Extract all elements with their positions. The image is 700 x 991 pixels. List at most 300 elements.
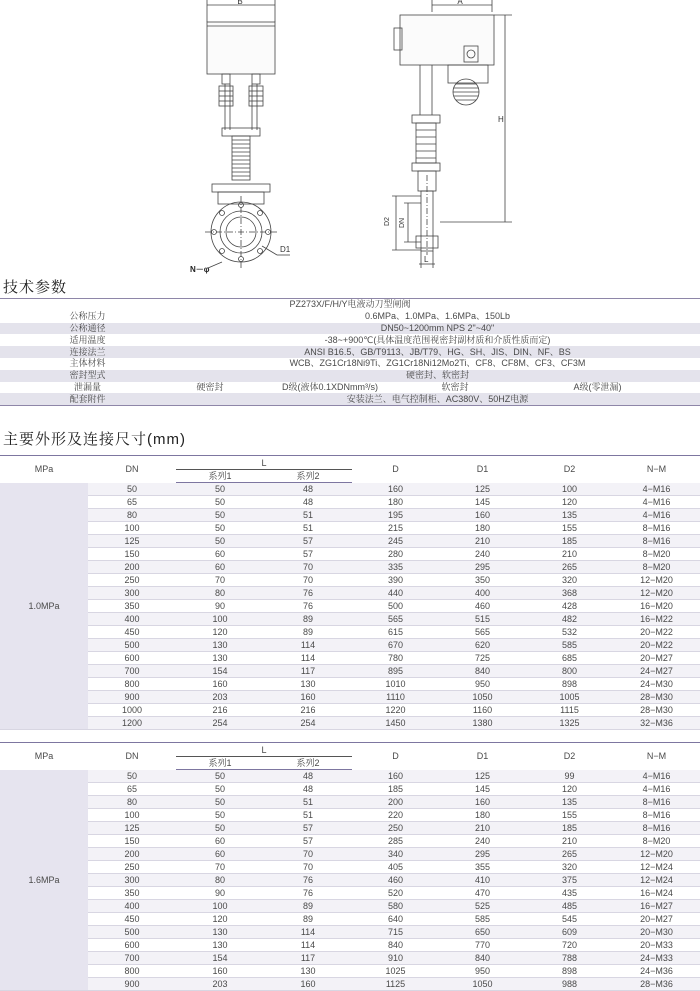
- table-row: [0, 887, 700, 900]
- nm-cell: 32−M36: [613, 717, 700, 730]
- d-cell: 780: [352, 652, 439, 665]
- col-header-dn: DN: [88, 743, 176, 770]
- l-series2-cell: 57: [264, 822, 352, 835]
- spec-label: 公称通径: [0, 323, 175, 335]
- l-series2-cell: 114: [264, 639, 352, 652]
- nm-cell: 20−M22: [613, 639, 700, 652]
- spec-row: [0, 346, 700, 358]
- spec-value: 硬密封: [175, 382, 245, 394]
- nm-cell: 4−M16: [613, 509, 700, 522]
- dim-label-h: H: [498, 115, 504, 124]
- d2-cell: 265: [526, 561, 613, 574]
- d2-cell: 585: [526, 639, 613, 652]
- l-series2-cell: 76: [264, 600, 352, 613]
- l-series1-cell: 90: [176, 887, 264, 900]
- nm-cell: 12−M20: [613, 587, 700, 600]
- d-cell: 340: [352, 848, 439, 861]
- table-row: [0, 809, 700, 822]
- d1-cell: 240: [439, 548, 526, 561]
- nm-cell: 4−M16: [613, 483, 700, 496]
- d-cell: 160: [352, 770, 439, 783]
- d-cell: 1220: [352, 704, 439, 717]
- l-series1-cell: 50: [176, 496, 264, 509]
- dn-cell: 125: [88, 535, 176, 548]
- d-cell: 565: [352, 613, 439, 626]
- d1-cell: 725: [439, 652, 526, 665]
- d1-cell: 295: [439, 561, 526, 574]
- d1-cell: 145: [439, 783, 526, 796]
- l-series1-cell: 60: [176, 848, 264, 861]
- d2-cell: 1325: [526, 717, 613, 730]
- spec-label: 连接法兰: [0, 346, 175, 358]
- col-header-d2: D2: [526, 743, 613, 770]
- table-row: [0, 874, 700, 887]
- d1-cell: 950: [439, 965, 526, 978]
- table-row: [0, 678, 700, 691]
- d-cell: 215: [352, 522, 439, 535]
- dims-header-row: [0, 456, 700, 470]
- l-series1-cell: 216: [176, 704, 264, 717]
- spec-heading: 技术参数: [3, 279, 68, 296]
- dn-cell: 1200: [88, 717, 176, 730]
- d1-cell: 620: [439, 639, 526, 652]
- d2-cell: 485: [526, 900, 613, 913]
- d1-cell: 125: [439, 483, 526, 496]
- dn-cell: 1000: [88, 704, 176, 717]
- l-series2-cell: 114: [264, 926, 352, 939]
- l-series1-cell: 254: [176, 717, 264, 730]
- d2-cell: 428: [526, 600, 613, 613]
- col-header-l: L: [176, 743, 352, 757]
- l-series2-cell: 57: [264, 535, 352, 548]
- d1-cell: 400: [439, 587, 526, 600]
- dn-cell: 80: [88, 796, 176, 809]
- table-row: [0, 561, 700, 574]
- table-row: [0, 587, 700, 600]
- l-series2-cell: 216: [264, 704, 352, 717]
- l-series1-cell: 100: [176, 613, 264, 626]
- d2-cell: 720: [526, 939, 613, 952]
- d-cell: 285: [352, 835, 439, 848]
- l-series2-cell: 48: [264, 483, 352, 496]
- spec-label: 泄漏量: [0, 382, 175, 394]
- l-series2-cell: 117: [264, 952, 352, 965]
- col-header-series1: 系列1: [176, 470, 264, 483]
- dn-cell: 900: [88, 978, 176, 991]
- table-row: [0, 822, 700, 835]
- l-series2-cell: 117: [264, 665, 352, 678]
- l-series2-cell: 76: [264, 587, 352, 600]
- l-series1-cell: 203: [176, 691, 264, 704]
- d-cell: 895: [352, 665, 439, 678]
- l-series1-cell: 100: [176, 900, 264, 913]
- table-row: [0, 796, 700, 809]
- d1-cell: 180: [439, 522, 526, 535]
- table-row: [0, 835, 700, 848]
- nm-cell: 12−M24: [613, 861, 700, 874]
- nm-cell: 12−M20: [613, 574, 700, 587]
- d-cell: 200: [352, 796, 439, 809]
- dn-cell: 80: [88, 509, 176, 522]
- col-header-mpa: MPa: [0, 456, 88, 483]
- spec-value: 硬密封、软密封: [175, 370, 700, 382]
- table-row: [0, 704, 700, 717]
- l-series2-cell: 51: [264, 809, 352, 822]
- d1-cell: 350: [439, 574, 526, 587]
- dn-cell: 350: [88, 600, 176, 613]
- d2-cell: 265: [526, 848, 613, 861]
- d-cell: 245: [352, 535, 439, 548]
- d1-cell: 180: [439, 809, 526, 822]
- col-header-nm: N−M: [613, 456, 700, 483]
- nm-cell: 8−M20: [613, 561, 700, 574]
- d1-cell: 565: [439, 626, 526, 639]
- l-series1-cell: 70: [176, 861, 264, 874]
- dn-cell: 100: [88, 809, 176, 822]
- l-series1-cell: 120: [176, 626, 264, 639]
- d1-cell: 125: [439, 770, 526, 783]
- d-cell: 670: [352, 639, 439, 652]
- nm-cell: 8−M16: [613, 809, 700, 822]
- table-row: [0, 665, 700, 678]
- d-cell: 580: [352, 900, 439, 913]
- l-series2-cell: 51: [264, 796, 352, 809]
- nm-cell: 12−M24: [613, 874, 700, 887]
- d2-cell: 99: [526, 770, 613, 783]
- table-row: [0, 522, 700, 535]
- l-series1-cell: 154: [176, 952, 264, 965]
- d1-cell: 1050: [439, 691, 526, 704]
- spec-value: 安装法兰、电气控制柜、AC380V、50HZ电源: [175, 393, 700, 405]
- l-series2-cell: 254: [264, 717, 352, 730]
- l-series1-cell: 130: [176, 639, 264, 652]
- spec-value: 0.6MPa、1.0MPa、1.6MPa、150Lb: [175, 311, 700, 323]
- l-series2-cell: 70: [264, 861, 352, 874]
- d1-cell: 210: [439, 535, 526, 548]
- d1-cell: 1380: [439, 717, 526, 730]
- d1-cell: 515: [439, 613, 526, 626]
- col-header-d: D: [352, 456, 439, 483]
- d-cell: 840: [352, 939, 439, 952]
- l-series2-cell: 70: [264, 561, 352, 574]
- dn-cell: 900: [88, 691, 176, 704]
- l-series2-cell: 160: [264, 978, 352, 991]
- d2-cell: 435: [526, 887, 613, 900]
- l-series1-cell: 50: [176, 522, 264, 535]
- l-series2-cell: 48: [264, 783, 352, 796]
- d1-cell: 410: [439, 874, 526, 887]
- l-series2-cell: 57: [264, 548, 352, 561]
- d1-cell: 355: [439, 861, 526, 874]
- l-series1-cell: 60: [176, 561, 264, 574]
- l-series1-cell: 80: [176, 587, 264, 600]
- dn-cell: 800: [88, 678, 176, 691]
- d2-cell: 185: [526, 535, 613, 548]
- spec-row: [0, 334, 700, 346]
- dn-cell: 500: [88, 926, 176, 939]
- d2-cell: 788: [526, 952, 613, 965]
- d1-cell: 585: [439, 913, 526, 926]
- table-row: [0, 861, 700, 874]
- col-header-l: L: [176, 456, 352, 470]
- l-series2-cell: 89: [264, 626, 352, 639]
- l-series1-cell: 160: [176, 965, 264, 978]
- d2-cell: 155: [526, 522, 613, 535]
- dn-cell: 600: [88, 652, 176, 665]
- dn-cell: 250: [88, 574, 176, 587]
- table-row: [0, 900, 700, 913]
- pressure-class-cell: 1.6MPa: [0, 770, 88, 991]
- d-cell: 250: [352, 822, 439, 835]
- dim-label-d2: D2: [384, 217, 391, 226]
- d-cell: 405: [352, 861, 439, 874]
- table-row: [0, 926, 700, 939]
- table-row: [0, 548, 700, 561]
- table-row: [0, 691, 700, 704]
- table-row: [0, 574, 700, 587]
- d-cell: 615: [352, 626, 439, 639]
- l-series1-cell: 70: [176, 574, 264, 587]
- l-series1-cell: 50: [176, 483, 264, 496]
- d2-cell: 1005: [526, 691, 613, 704]
- d2-cell: 545: [526, 913, 613, 926]
- spec-label: 主体材料: [0, 358, 175, 370]
- nm-cell: 28−M30: [613, 691, 700, 704]
- d2-cell: 120: [526, 783, 613, 796]
- spec-label: 配套附件: [0, 393, 175, 405]
- dn-cell: 250: [88, 861, 176, 874]
- l-series1-cell: 90: [176, 600, 264, 613]
- valve-technical-drawing: [0, 0, 700, 275]
- spec-row: [0, 393, 700, 405]
- col-header-dn: DN: [88, 456, 176, 483]
- d-cell: 440: [352, 587, 439, 600]
- l-series1-cell: 130: [176, 926, 264, 939]
- d2-cell: 100: [526, 483, 613, 496]
- nm-cell: 20−M22: [613, 626, 700, 639]
- d-cell: 185: [352, 783, 439, 796]
- spec-row: [0, 382, 700, 394]
- spec-model-title: PZ273X/F/H/Y电液动刀型闸阀: [0, 299, 700, 311]
- nm-cell: 4−M16: [613, 783, 700, 796]
- table-row: [0, 717, 700, 730]
- nm-cell: 20−M33: [613, 939, 700, 952]
- d2-cell: 609: [526, 926, 613, 939]
- d1-cell: 460: [439, 600, 526, 613]
- d-cell: 1125: [352, 978, 439, 991]
- l-series1-cell: 60: [176, 548, 264, 561]
- nm-cell: 16−M22: [613, 613, 700, 626]
- spec-value: WCB、ZG1Cr18Ni9Ti、ZG1Cr18Ni12Mo2Ti、CF8、CF8M、CF3、CF3M: [175, 358, 700, 370]
- d-cell: 640: [352, 913, 439, 926]
- d-cell: 390: [352, 574, 439, 587]
- l-series1-cell: 50: [176, 509, 264, 522]
- d2-cell: 210: [526, 835, 613, 848]
- d1-cell: 240: [439, 835, 526, 848]
- table-row: [0, 626, 700, 639]
- nm-cell: 12−M20: [613, 848, 700, 861]
- l-series1-cell: 130: [176, 652, 264, 665]
- d2-cell: 685: [526, 652, 613, 665]
- spec-value: -38~+900℃(具体温度范围视密封副材质和介质性质而定): [175, 334, 700, 346]
- spec-row: [0, 370, 700, 382]
- d2-cell: 120: [526, 496, 613, 509]
- l-series2-cell: 57: [264, 835, 352, 848]
- l-series1-cell: 60: [176, 835, 264, 848]
- d-cell: 335: [352, 561, 439, 574]
- d-cell: 500: [352, 600, 439, 613]
- d1-cell: 1050: [439, 978, 526, 991]
- table-row: [0, 913, 700, 926]
- spec-value: ANSI B16.5、GB/T9113、JB/T79、HG、SH、JIS、DIN、NF、BS: [175, 346, 700, 358]
- d1-cell: 840: [439, 665, 526, 678]
- l-series1-cell: 130: [176, 939, 264, 952]
- dn-cell: 500: [88, 639, 176, 652]
- d2-cell: 898: [526, 678, 613, 691]
- col-header-nm: N−M: [613, 743, 700, 770]
- d1-cell: 210: [439, 822, 526, 835]
- table-row: [0, 939, 700, 952]
- col-header-d2: D2: [526, 456, 613, 483]
- col-header-d1: D1: [439, 743, 526, 770]
- d2-cell: 185: [526, 822, 613, 835]
- l-series2-cell: 51: [264, 522, 352, 535]
- dn-cell: 600: [88, 939, 176, 952]
- dim-label-d1: D1: [280, 245, 291, 254]
- dn-cell: 200: [88, 561, 176, 574]
- dim-label-nm: N－φ: [190, 265, 210, 274]
- nm-cell: 20−M30: [613, 926, 700, 939]
- dn-cell: 150: [88, 548, 176, 561]
- table-row: [0, 652, 700, 665]
- l-series2-cell: 89: [264, 913, 352, 926]
- d2-cell: 155: [526, 809, 613, 822]
- l-series2-cell: 89: [264, 900, 352, 913]
- dim-label-dn: DN: [399, 217, 406, 228]
- nm-cell: 24−M27: [613, 665, 700, 678]
- d-cell: 460: [352, 874, 439, 887]
- nm-cell: 16−M27: [613, 900, 700, 913]
- dn-cell: 50: [88, 483, 176, 496]
- d2-cell: 1115: [526, 704, 613, 717]
- d-cell: 160: [352, 483, 439, 496]
- nm-cell: 8−M16: [613, 522, 700, 535]
- d2-cell: 375: [526, 874, 613, 887]
- nm-cell: 24−M36: [613, 965, 700, 978]
- d-cell: 1025: [352, 965, 439, 978]
- l-series2-cell: 130: [264, 965, 352, 978]
- nm-cell: 16−M20: [613, 600, 700, 613]
- l-series1-cell: 50: [176, 822, 264, 835]
- nm-cell: 28−M30: [613, 704, 700, 717]
- nm-cell: 4−M16: [613, 496, 700, 509]
- d2-cell: 482: [526, 613, 613, 626]
- nm-cell: 20−M27: [613, 913, 700, 926]
- l-series1-cell: 120: [176, 913, 264, 926]
- d-cell: 1010: [352, 678, 439, 691]
- nm-cell: 8−M20: [613, 835, 700, 848]
- d2-cell: 988: [526, 978, 613, 991]
- d1-cell: 470: [439, 887, 526, 900]
- table-row: [0, 770, 700, 783]
- spec-value: 软密封: [415, 382, 495, 394]
- d2-cell: 800: [526, 665, 613, 678]
- l-series2-cell: 70: [264, 848, 352, 861]
- spec-value: DN50~1200mm NPS 2"~40": [175, 323, 700, 335]
- d-cell: 1110: [352, 691, 439, 704]
- table-row: [0, 496, 700, 509]
- l-series2-cell: 89: [264, 613, 352, 626]
- nm-cell: 8−M16: [613, 822, 700, 835]
- nm-cell: 28−M36: [613, 978, 700, 991]
- dn-cell: 65: [88, 783, 176, 796]
- d-cell: 195: [352, 509, 439, 522]
- table-row: [0, 783, 700, 796]
- l-series2-cell: 130: [264, 678, 352, 691]
- l-series2-cell: 51: [264, 509, 352, 522]
- dn-cell: 150: [88, 835, 176, 848]
- d-cell: 1450: [352, 717, 439, 730]
- l-series2-cell: 114: [264, 652, 352, 665]
- spec-label: 密封型式: [0, 370, 175, 382]
- spec-row: [0, 311, 700, 323]
- d1-cell: 770: [439, 939, 526, 952]
- nm-cell: 20−M27: [613, 652, 700, 665]
- dims-table-1: [0, 455, 700, 730]
- table-row: [0, 483, 700, 496]
- table-row: [0, 848, 700, 861]
- dim-label-a: A: [457, 0, 463, 6]
- table-row: [0, 965, 700, 978]
- spec-row: [0, 358, 700, 370]
- l-series1-cell: 160: [176, 678, 264, 691]
- d1-cell: 950: [439, 678, 526, 691]
- d1-cell: 525: [439, 900, 526, 913]
- spec-label: 公称压力: [0, 311, 175, 323]
- l-series2-cell: 160: [264, 691, 352, 704]
- nm-cell: 24−M30: [613, 678, 700, 691]
- d1-cell: 295: [439, 848, 526, 861]
- col-header-series2: 系列2: [264, 470, 352, 483]
- nm-cell: 4−M16: [613, 770, 700, 783]
- dn-cell: 350: [88, 887, 176, 900]
- dn-cell: 50: [88, 770, 176, 783]
- d-cell: 220: [352, 809, 439, 822]
- nm-cell: 24−M33: [613, 952, 700, 965]
- d-cell: 520: [352, 887, 439, 900]
- l-series1-cell: 50: [176, 770, 264, 783]
- d2-cell: 898: [526, 965, 613, 978]
- d2-cell: 320: [526, 861, 613, 874]
- nm-cell: 8−M16: [613, 796, 700, 809]
- table-row: [0, 600, 700, 613]
- l-series1-cell: 50: [176, 535, 264, 548]
- col-header-d: D: [352, 743, 439, 770]
- dims-table-2: [0, 742, 700, 991]
- d1-cell: 1160: [439, 704, 526, 717]
- dn-cell: 400: [88, 900, 176, 913]
- d1-cell: 160: [439, 796, 526, 809]
- dim-label-b: B: [237, 0, 243, 6]
- spec-value: A级(零泄漏): [495, 382, 700, 394]
- d2-cell: 320: [526, 574, 613, 587]
- d2-cell: 210: [526, 548, 613, 561]
- d2-cell: 532: [526, 626, 613, 639]
- table-row: [0, 978, 700, 991]
- table-row: [0, 952, 700, 965]
- d1-cell: 160: [439, 509, 526, 522]
- dn-cell: 100: [88, 522, 176, 535]
